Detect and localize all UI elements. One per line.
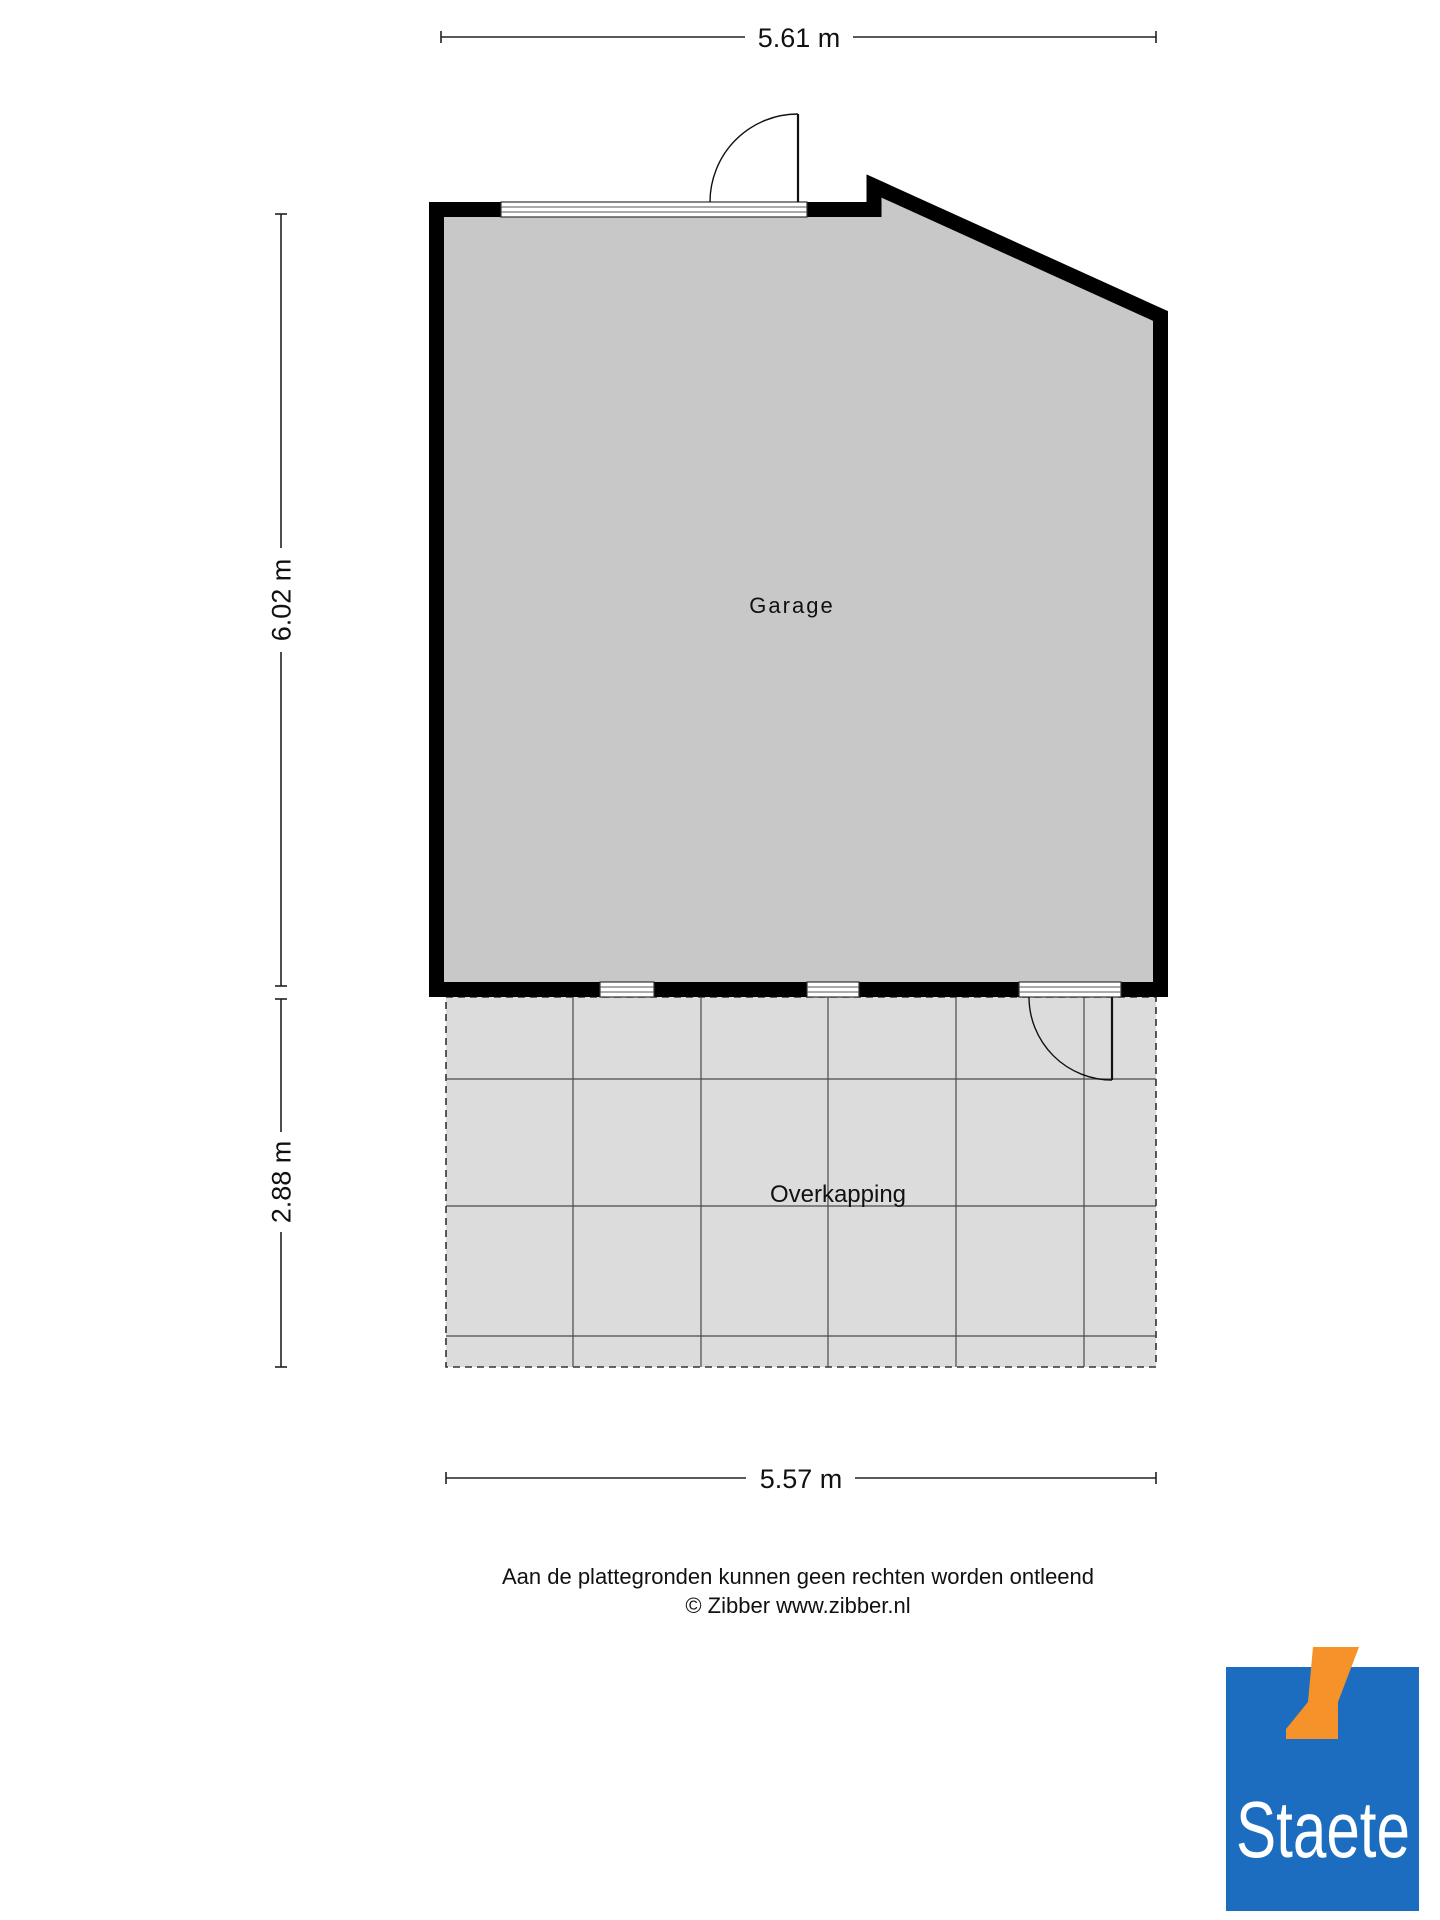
dimension-label-left-overkapping: 2.88 m [266, 1140, 297, 1224]
disclaimer-text: Aan de plattegronden kunnen geen rechten worden ontleend [501, 1564, 1095, 1589]
dimension-left-overkapping [266, 999, 296, 1367]
copyright-text: © Zibber www.zibber.nl [685, 1593, 911, 1618]
dimension-left-garage [266, 214, 296, 986]
dimension-bottom [446, 1464, 1156, 1494]
dimension-label-left-garage: 6.02 m [266, 558, 297, 642]
dimension-label-top: 5.61 m [757, 23, 841, 53]
bottom-window-middle [807, 982, 859, 997]
window-frame [807, 982, 859, 997]
top-window [501, 202, 807, 217]
door-opening [1019, 982, 1121, 997]
bottom-window-left [600, 982, 654, 997]
top-door [710, 114, 798, 202]
dimension-label-bottom: 5.57 m [759, 1464, 843, 1494]
dimension-top [441, 23, 1156, 53]
window-frame [501, 202, 807, 217]
garage-walls [437, 186, 1161, 990]
footer [502, 1564, 1094, 1618]
logo-wordmark: Staete [1236, 1785, 1410, 1874]
staete-logo [1226, 1647, 1419, 1911]
garage-room [437, 114, 1161, 1080]
room-label-overkapping: Overkapping [769, 1181, 907, 1208]
room-label-garage: Garage [749, 593, 835, 618]
door-swing-arc [710, 114, 798, 202]
window-frame [600, 982, 654, 997]
